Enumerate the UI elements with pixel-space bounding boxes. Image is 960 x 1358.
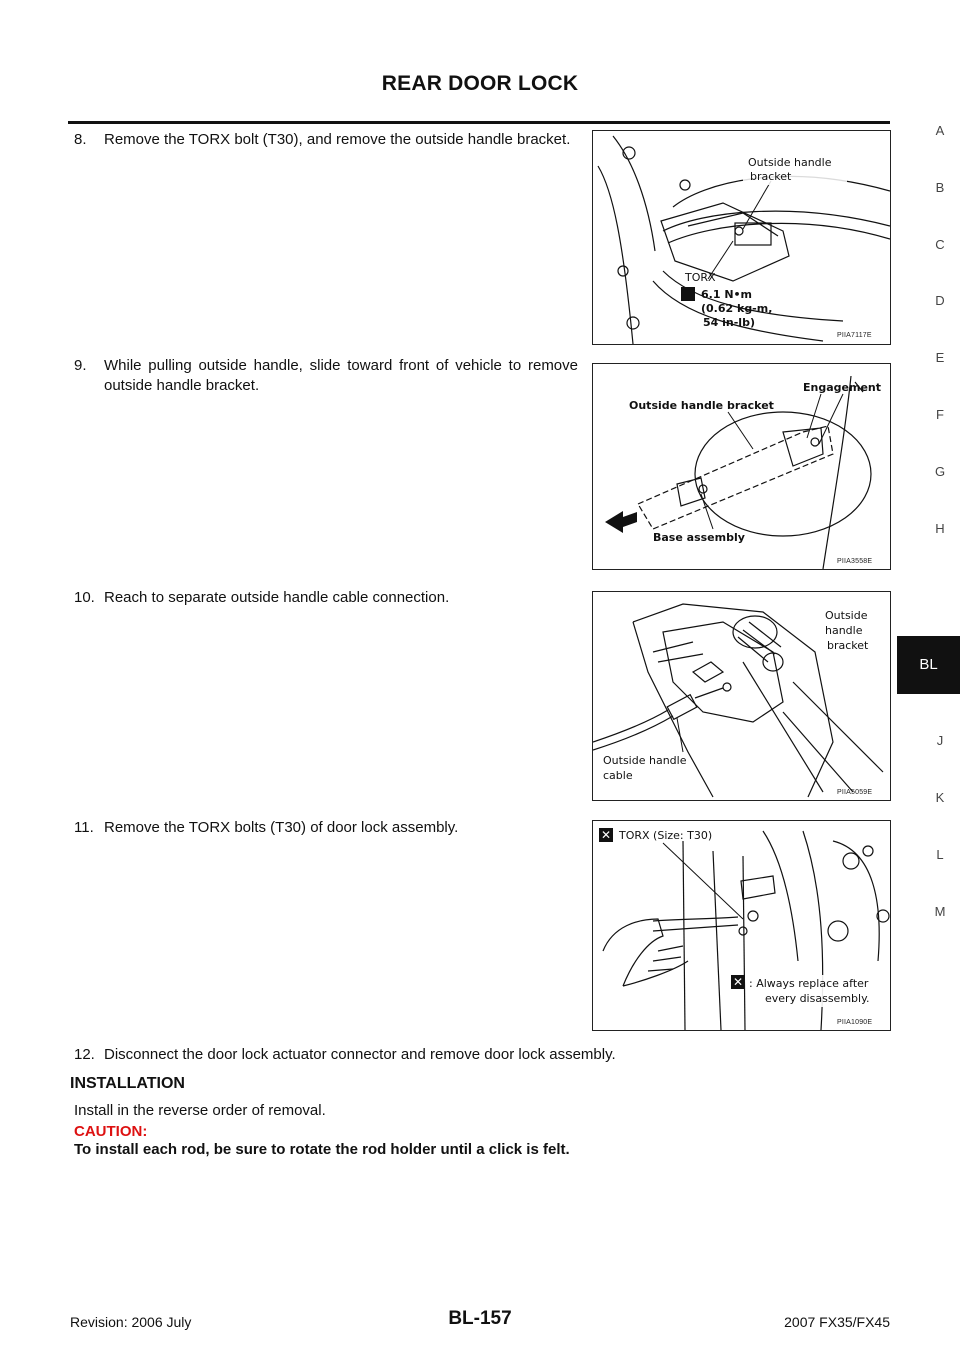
index-c[interactable]: C (935, 237, 945, 252)
fig1-label-torque: 6.1 N•m (701, 288, 753, 301)
torque-icon (681, 287, 695, 301)
fig1-label-bracket-2: bracket (750, 170, 792, 183)
caution-label: CAUTION: (74, 1123, 148, 1140)
index-l[interactable]: L (936, 847, 944, 862)
footer-revision: Revision: 2006 July (70, 1314, 192, 1330)
footer-page-number: BL-157 (448, 1308, 512, 1329)
fig3-label-bracket-3: bracket (827, 639, 869, 652)
figure-id: PIIA3558E (837, 558, 873, 565)
fig3-label-bracket: Outside (825, 609, 868, 622)
step-8: 8. Remove the TORX bolt (T30), and remove the outside handle bracket. (74, 131, 571, 148)
fig1-label-torque-3: 54 in-lb) (703, 316, 755, 329)
index-h[interactable]: H (935, 521, 945, 536)
index-f[interactable]: F (936, 407, 944, 422)
svg-text:✕: ✕ (732, 975, 744, 989)
step-9: 9. While pulling outside handle, slide toward front of vehicle to remove outside handle bracket. (74, 357, 578, 394)
footer-model: 2007 FX35/FX45 (784, 1314, 890, 1330)
figure-id: PIIA7117E (837, 332, 872, 339)
figure-slide-bracket (592, 363, 891, 570)
fig4-label-torx: TORX (Size: T30) (619, 829, 713, 842)
figure-torx-bolt (592, 130, 891, 345)
step-10: 10. Reach to separate outside handle cable connection. (74, 589, 450, 606)
fig1-label-bracket: Outside handle (748, 156, 832, 169)
figure-id: PIIA5059E (837, 789, 873, 796)
index-a[interactable]: A (935, 123, 945, 138)
fig3-label-cable-2: cable (603, 769, 633, 782)
index-k[interactable]: K (935, 790, 945, 805)
index-m[interactable]: M (934, 904, 946, 919)
fig4-label-replace: : Always replace after (749, 977, 869, 990)
figure-door-lock-bolts (592, 820, 891, 1031)
fig2-label-base: Base assembly (653, 531, 745, 544)
index-e[interactable]: E (935, 350, 945, 365)
fig3-label-cable: Outside handle (603, 754, 687, 767)
index-j[interactable]: J (936, 733, 944, 748)
index-b[interactable]: B (935, 180, 945, 195)
fig2-label-bracket: Outside handle bracket (629, 399, 774, 412)
fig3-label-bracket-2: handle (825, 624, 863, 637)
step-12: 12. Disconnect the door lock actuator connector and remove door lock assembly. (74, 1046, 616, 1063)
svg-text:✕: ✕ (600, 828, 612, 842)
index-bl-active[interactable]: BL (897, 636, 960, 694)
step-11: 11. Remove the TORX bolts (T30) of door lock assembly. (74, 819, 459, 836)
fig1-label-torx: TORX (685, 271, 716, 284)
page-title: REAR DOOR LOCK (381, 72, 579, 95)
arrow-forward-icon (605, 511, 637, 533)
fig4-label-replace-2: every disassembly. (765, 992, 870, 1005)
figure-id: PIIA1090E (837, 1019, 873, 1026)
header-rule (68, 121, 890, 124)
figure-cable-connection (592, 591, 891, 801)
index-g[interactable]: G (934, 464, 946, 479)
index-d[interactable]: D (935, 293, 945, 308)
fig1-label-torque-2: (0.62 kg-m, (701, 302, 773, 315)
section-heading-installation: INSTALLATION (70, 1075, 185, 1092)
fig2-label-engagement: Engagement (803, 381, 881, 394)
caution-text: To install each rod, be sure to rotate the rod holder until a click is felt. (74, 1141, 570, 1158)
installation-text: Install in the reverse order of removal. (74, 1102, 326, 1119)
